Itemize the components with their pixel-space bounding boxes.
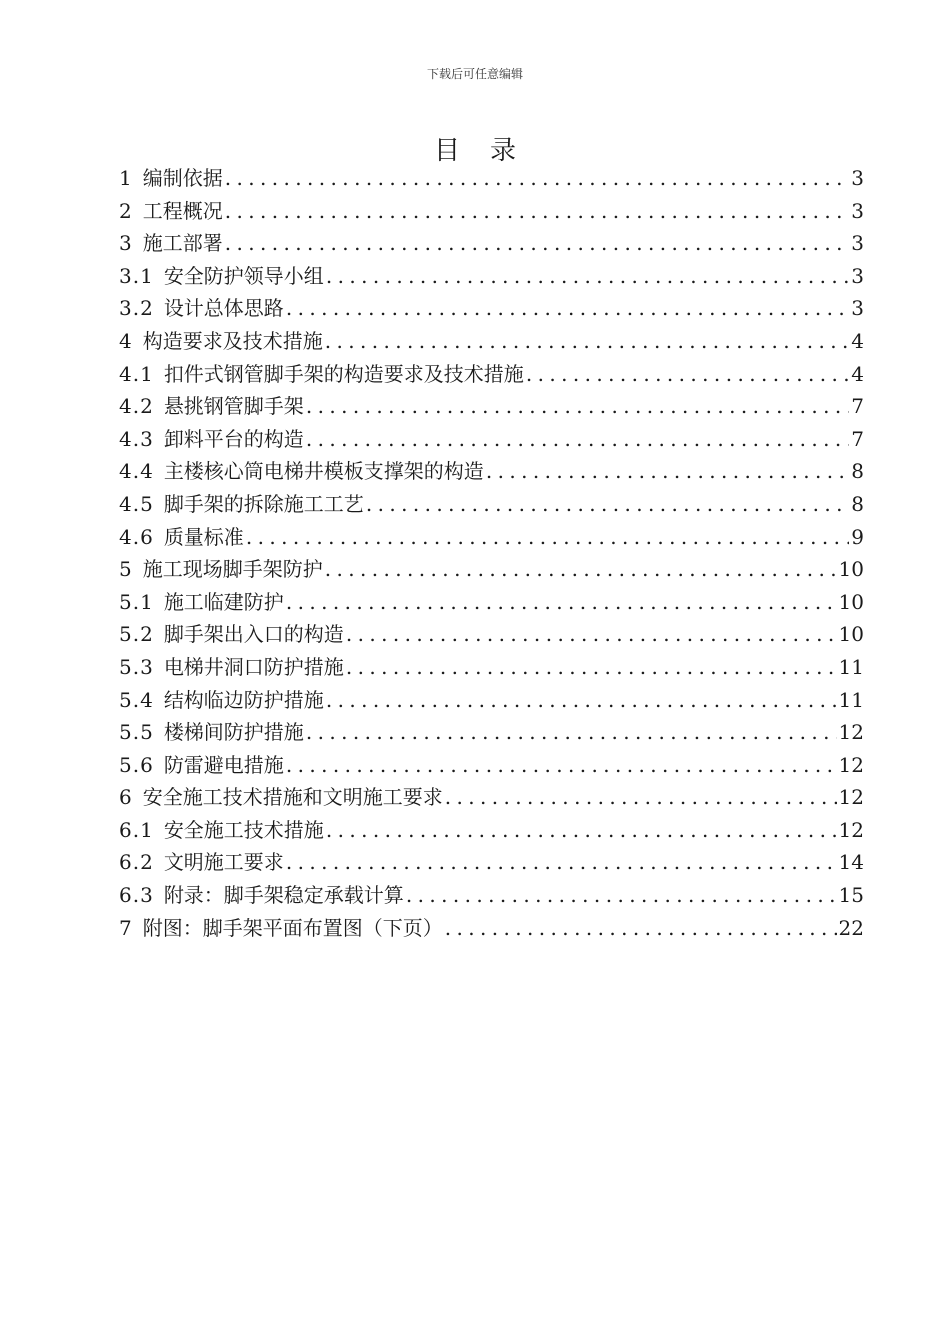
toc-entry-page: 12 — [838, 817, 864, 842]
toc-entry-page: 4 — [851, 328, 864, 353]
toc-entry-page: 12 — [838, 720, 864, 745]
toc-entry[interactable] — [119, 521, 864, 554]
toc-entry-title: 主楼核心筒电梯井模板支撑架的构造 — [163, 459, 484, 484]
toc-entry[interactable] — [119, 325, 864, 358]
toc-entry-number: 5.5 — [119, 720, 154, 745]
toc-entry-page: 7 — [851, 394, 864, 419]
toc-entry[interactable] — [119, 912, 864, 945]
toc-entry[interactable] — [119, 162, 864, 195]
toc-dot-leader — [526, 358, 849, 391]
toc-entry-page: 11 — [838, 687, 864, 712]
toc-entry[interactable] — [119, 455, 864, 488]
toc-dot-leader — [306, 423, 849, 456]
toc-entry-number: 6.1 — [119, 817, 154, 842]
toc-entry-number: 5.4 — [119, 687, 154, 712]
toc-entry-title: 安全防护领导小组 — [163, 263, 324, 288]
toc-entry-title: 施工临建防护 — [163, 589, 284, 614]
toc-dot-leader — [445, 781, 837, 814]
toc-dot-leader — [286, 586, 837, 619]
toc-entry-title: 电梯井洞口防护措施 — [163, 654, 344, 679]
toc-entry-number: 5.1 — [119, 589, 154, 614]
toc-entry-title: 卸料平台的构造 — [163, 426, 304, 451]
toc-entry-number: 4 — [119, 328, 133, 353]
toc-dot-leader — [225, 227, 850, 260]
toc-dot-leader — [486, 455, 849, 488]
toc-entry-page: 15 — [838, 883, 864, 908]
toc-entry-title: 施工现场脚手架防护 — [142, 557, 323, 582]
toc-entry[interactable] — [119, 684, 864, 717]
toc-entry-title: 编制依据 — [142, 166, 223, 190]
toc-entry-title: 构造要求及技术措施 — [142, 328, 323, 353]
toc-entry-page: 10 — [838, 589, 864, 614]
toc-entry[interactable] — [119, 390, 864, 423]
toc-entry[interactable] — [119, 227, 864, 260]
toc-entry-page: 9 — [851, 524, 864, 549]
toc-entry-page: 3 — [851, 296, 864, 321]
toc-entry-title: 扣件式钢管脚手架的构造要求及技术措施 — [163, 361, 524, 386]
toc-dot-leader — [346, 618, 837, 651]
toc-entry-number: 3.1 — [119, 263, 154, 288]
toc-entry[interactable] — [119, 879, 864, 912]
toc-entry-page: 3 — [851, 166, 864, 190]
toc-entry-number: 5.6 — [119, 752, 154, 777]
toc-entry-number: 5.2 — [119, 622, 154, 647]
toc-entry-number: 4.1 — [119, 361, 154, 386]
toc-entry-title: 安全施工技术措施 — [163, 817, 324, 842]
toc-entry-title: 防雷避电措施 — [163, 752, 284, 777]
toc-dot-leader — [246, 521, 849, 554]
toc-entry-title: 脚手架的拆除施工工艺 — [163, 491, 364, 516]
toc-entry-number: 4.2 — [119, 394, 154, 419]
toc-entry-number: 4.4 — [119, 459, 154, 484]
toc-dot-leader — [366, 488, 849, 521]
toc-entry-title: 文明施工要求 — [163, 850, 284, 875]
toc-entry-title: 设计总体思路 — [163, 296, 284, 321]
toc-entry-page: 14 — [838, 850, 864, 875]
toc-entry-title: 楼梯间防护措施 — [163, 720, 304, 745]
toc-dot-leader — [326, 684, 837, 717]
toc-dot-leader — [306, 390, 849, 423]
toc-entry-number: 4.6 — [119, 524, 154, 549]
toc-entry-title: 附图：脚手架平面布置图（下页） — [142, 915, 443, 940]
toc-dot-leader — [406, 879, 837, 912]
toc-entry-page: 11 — [838, 654, 864, 679]
toc-entry[interactable] — [119, 195, 864, 228]
toc-entry-number: 4.5 — [119, 491, 154, 516]
toc-dot-leader — [225, 162, 850, 195]
toc-entry-number: 3 — [119, 231, 133, 256]
toc-entry-number: 3.2 — [119, 296, 154, 321]
toc-entry[interactable] — [119, 292, 864, 325]
toc-entry-page: 12 — [838, 785, 864, 810]
toc-entry-number: 4.3 — [119, 426, 154, 451]
toc-entry-page: 22 — [838, 915, 864, 940]
toc-entry[interactable] — [119, 651, 864, 684]
toc-dot-leader — [325, 553, 837, 586]
toc-dot-leader — [325, 325, 850, 358]
toc-dot-leader — [286, 292, 849, 325]
toc-entry-number: 7 — [119, 915, 133, 940]
toc-entry[interactable] — [119, 846, 864, 879]
toc-dot-leader — [326, 814, 837, 847]
toc-entry[interactable] — [119, 586, 864, 619]
toc-entry-page: 12 — [838, 752, 864, 777]
toc-dot-leader — [346, 651, 837, 684]
toc-title: 目录 — [433, 136, 546, 167]
toc-entry[interactable] — [119, 716, 864, 749]
toc-dot-leader — [326, 260, 849, 293]
toc-entry-page: 10 — [838, 557, 864, 582]
toc-entry-page: 3 — [851, 263, 864, 288]
toc-entry[interactable] — [119, 618, 864, 651]
toc-entry-page: 8 — [851, 491, 864, 516]
toc-entry[interactable] — [119, 423, 864, 456]
toc-entry-page: 8 — [851, 459, 864, 484]
toc-entry-title: 质量标准 — [163, 524, 244, 549]
toc-entry[interactable] — [119, 553, 864, 586]
toc-entry[interactable] — [119, 358, 864, 391]
toc-entry[interactable] — [119, 781, 864, 814]
toc-list — [119, 162, 864, 944]
toc-entry[interactable] — [119, 488, 864, 521]
toc-entry-title: 附录：脚手架稳定承载计算 — [163, 883, 404, 908]
toc-entry-page: 4 — [851, 361, 864, 386]
toc-entry-page: 10 — [838, 622, 864, 647]
toc-dot-leader — [286, 846, 837, 879]
toc-entry-page: 7 — [851, 426, 864, 451]
toc-entry-title: 悬挑钢管脚手架 — [163, 394, 304, 419]
toc-entry-number: 5 — [119, 557, 133, 582]
page-header-note: 下载后可任意编辑 — [426, 67, 523, 81]
toc-dot-leader — [286, 749, 837, 782]
toc-entry-number: 5.3 — [119, 654, 154, 679]
toc-entry[interactable] — [119, 260, 864, 293]
toc-entry-number: 6 — [119, 785, 133, 810]
toc-entry-title: 施工部署 — [142, 231, 223, 256]
toc-entry-title: 结构临边防护措施 — [163, 687, 324, 712]
toc-entry-title: 脚手架出入口的构造 — [163, 622, 344, 647]
toc-entry-number: 2 — [119, 198, 133, 223]
toc-entry-page: 3 — [851, 231, 864, 256]
toc-entry-number: 6.3 — [119, 883, 154, 908]
toc-entry-number: 6.2 — [119, 850, 154, 875]
toc-entry[interactable] — [119, 814, 864, 847]
toc-entry[interactable] — [119, 749, 864, 782]
toc-entry-page: 3 — [851, 198, 864, 223]
toc-dot-leader — [225, 195, 850, 228]
toc-entry-number: 1 — [119, 166, 133, 190]
toc-dot-leader — [306, 716, 837, 749]
toc-dot-leader — [445, 912, 837, 945]
toc-entry-title: 工程概况 — [142, 198, 223, 223]
toc-entry-title: 安全施工技术措施和文明施工要求 — [142, 785, 443, 810]
